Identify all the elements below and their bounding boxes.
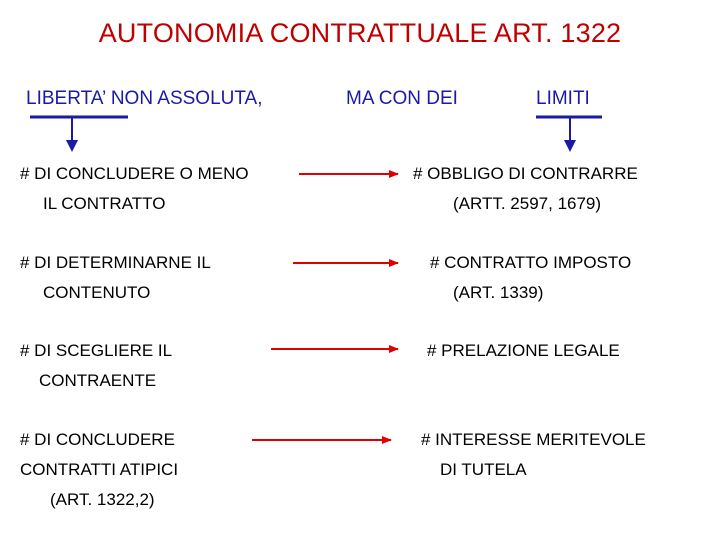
right-item-2-line2: (ART. 1339) (453, 283, 544, 302)
left-item-4 (20, 425, 178, 515)
left-item-1 (20, 159, 249, 219)
left-item-2 (20, 248, 211, 308)
right-item-3 (427, 336, 620, 366)
right-item-2 (430, 248, 631, 308)
left-item-4-line1: # DI CONCLUDERE (20, 430, 175, 449)
left-item-1-line2: IL CONTRATTO (43, 194, 166, 213)
limiti-down-arrow (536, 117, 602, 152)
left-item-1-line1: # DI CONCLUDERE O MENO (20, 164, 249, 183)
left-item-2-line1: # DI DETERMINARNE IL (20, 253, 211, 272)
right-item-2-line1: # CONTRATTO IMPOSTO (430, 253, 632, 272)
right-item-1-line1: # OBBLIGO DI CONTRARRE (413, 164, 638, 183)
right-item-3-line1: # PRELAZIONE LEGALE (427, 341, 620, 360)
right-item-1 (413, 159, 638, 219)
subtitle-limits: LIMITI (536, 88, 590, 109)
liberta-down-arrow (30, 117, 128, 152)
left-item-3-line2: CONTRAENTE (39, 371, 157, 390)
left-item-2-line2: CONTENUTO (43, 283, 151, 302)
page-title: AUTONOMIA CONTRATTUALE ART. 1322 (98, 18, 622, 48)
left-item-3 (20, 336, 172, 396)
right-item-4 (421, 425, 646, 485)
left-item-3-line1: # DI SCEGLIERE IL (20, 341, 173, 360)
left-item-4-line2: CONTRATTI ATIPICI (20, 460, 179, 479)
right-item-1-line2: (ARTT. 2597, 1679) (453, 194, 602, 213)
subtitle-left: LIBERTA’ NON ASSOLUTA, (26, 88, 263, 109)
left-item-4-line3: (ART. 1322,2) (50, 490, 155, 509)
right-item-4-line1: # INTERESSE MERITEVOLE (421, 430, 646, 449)
right-item-4-line2: DI TUTELA (440, 460, 527, 479)
subtitle-middle: MA CON DEI (346, 88, 458, 109)
